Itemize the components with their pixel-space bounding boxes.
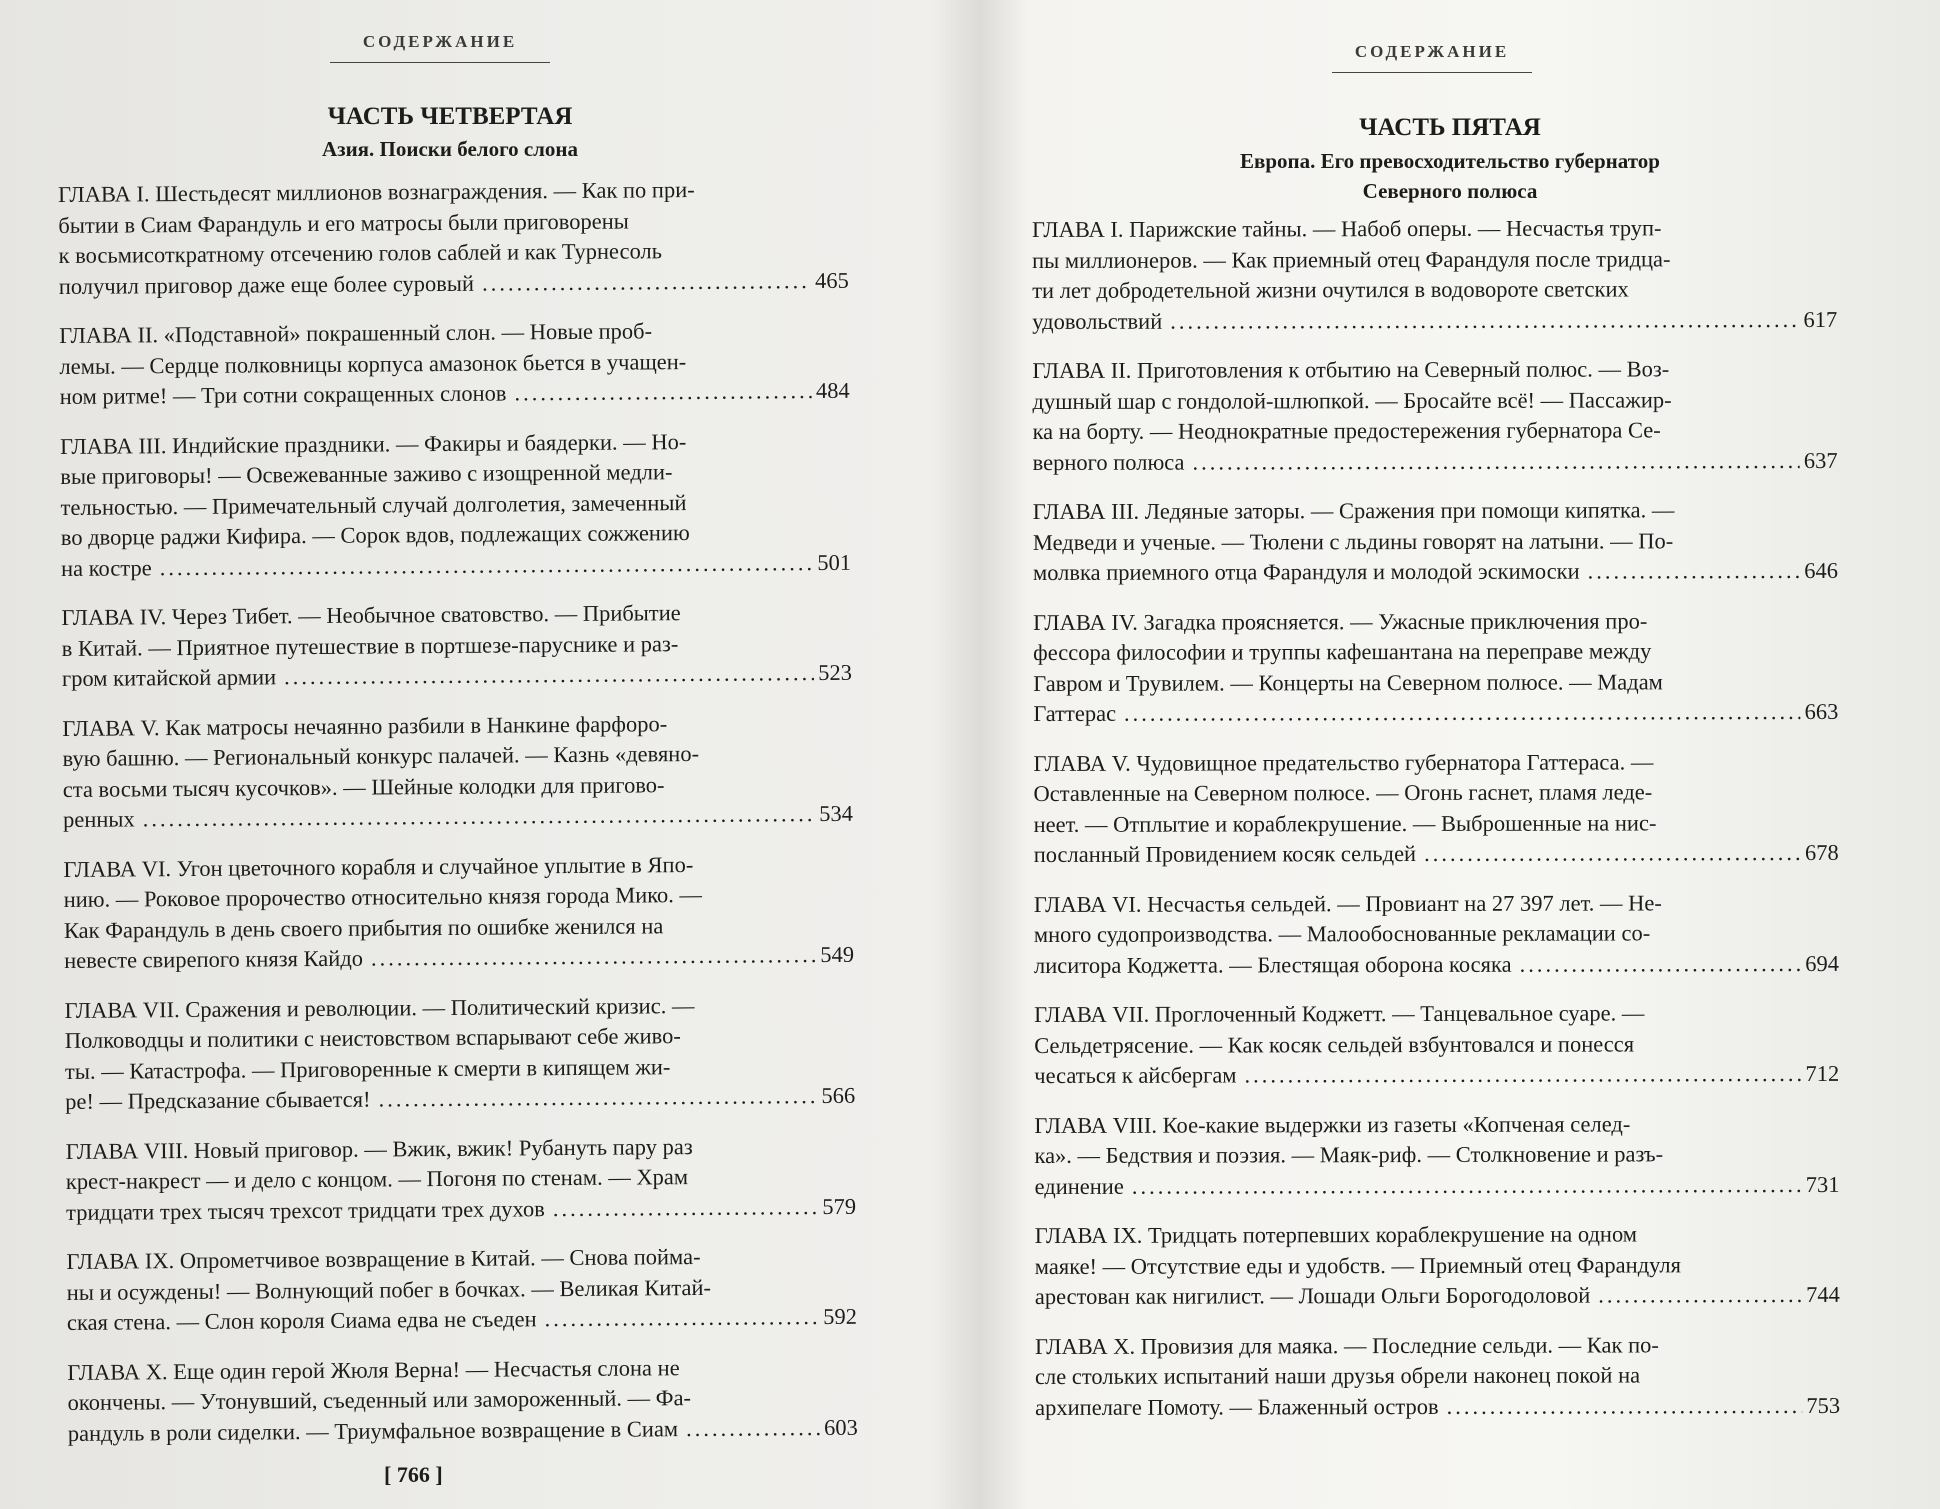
toc-entry-tail: верного полюса (1032, 449, 1185, 475)
dot-leader (1588, 556, 1801, 587)
toc-entry-line: ГЛАВА III. Индийские праздники. — Факиры и баядерки. — Но- (59, 428, 687, 459)
toc-entry-line: ГЛАВА IV. Загадка проясняется. — Ужасные приключения про- (1033, 607, 1648, 635)
toc-entry-last-line (1033, 556, 1838, 589)
toc-entry-tail: молвка приемного отца Фарандуля и молодой эскимоски (1032, 558, 1580, 585)
dot-leader (553, 1192, 819, 1225)
toc-entry-line: ГЛАВА IX. Опрометчивое возвращение в Китай. — Снова пойма- (66, 1243, 701, 1274)
dot-leader (1520, 948, 1802, 979)
toc-entry-line: ГЛАВА VIII. Новый приговор. — Вжик, вжик! Рубануть пару раз (65, 1133, 693, 1164)
toc-entry-tail: ская стена. — Слон короля Сиама едва не съеден (66, 1306, 537, 1335)
toc-entry-tail: на костре (60, 554, 152, 581)
right-part-heading: ЧАСТЬ ПЯТАЯ (1359, 114, 1541, 141)
toc-page-number: 501 (817, 549, 852, 575)
toc-entry-line: ГЛАВА II. Приготовления к отбытию на Северный полюс. — Воз- (1032, 356, 1670, 383)
toc-entry-line: Гавром и Трувилем. — Концерты на Северном полюсе. — Мадам (1033, 668, 1663, 696)
toc-entry-line: вые приговоры! — Освежеванные заживо с изощренной медли- (60, 459, 673, 489)
toc-entry-line: ГЛАВА VIII. Кое-какие выдержки из газеты «Копченая селед- (1034, 1110, 1631, 1138)
dot-leader (482, 266, 811, 299)
right-toc-entry (1034, 1108, 1839, 1202)
left-running-head (330, 32, 550, 63)
toc-entry-line: вую башню. — Региональный конкурс палачей. — Казнь «девяно- (62, 740, 700, 771)
dot-leader (1447, 1390, 1803, 1421)
toc-entry-last-line (59, 265, 849, 302)
page-number: [ 766 ] (384, 1462, 443, 1487)
toc-entry-line: ка». — Бедствия и поэзия. — Маяк-риф. — Столкновение и разъ- (1034, 1141, 1664, 1168)
left-toc-entry (59, 315, 850, 413)
right-running-head-rule (1332, 72, 1532, 73)
right-toc-entry (1034, 887, 1839, 981)
toc-entry-tail: рандуль в роли сиделки. — Триумфальное возвращение в Сиам (67, 1415, 679, 1446)
toc-entry-last-line (64, 940, 854, 977)
toc-entry-tail: ном ритме! — Три сотни сокращенных слонов (59, 380, 507, 409)
toc-entry-line: тельностью. — Примечательный случай долголетия, замеченный (60, 489, 687, 520)
toc-entry-line: ГЛАВА VI. Несчастья сельдей. — Провиант на 27 397 лет. — Не- (1033, 889, 1662, 917)
dot-leader (378, 1081, 817, 1115)
toc-entry-line: ГЛАВА V. Как матросы нечаянно разбили в Нанкине фарфоро- (62, 710, 668, 741)
dot-leader (686, 1413, 820, 1445)
toc-entry-tail: ре! — Предсказание сбывается! (65, 1086, 371, 1114)
right-running-head-text: СОДЕРЖАНИЕ (1354, 42, 1510, 61)
toc-entry-line: ГЛАВА X. Провизия для маяка. — Последние сельди. — Как по- (1034, 1331, 1659, 1359)
left-running-head-rule (330, 62, 550, 63)
right-part-subtitle-2: Северного полюса (1362, 179, 1538, 203)
left-toc (58, 174, 858, 1468)
left-toc-entry (67, 1351, 858, 1449)
toc-entry-line: лемы. — Сердце полковницы корпуса амазонок бьется в учащен- (59, 348, 687, 379)
toc-entry-line: ГЛАВА VII. Сражения и революции. — Политический кризис. — (64, 992, 695, 1023)
left-part-title (250, 100, 650, 164)
toc-entry-line: окончены. — Утонувший, съеденный или замороженный. — Фа- (67, 1385, 692, 1415)
toc-entry-line: крест-накрест — и дело с концом. — Погоня по стенам. — Храм (65, 1164, 689, 1194)
toc-entry-line: фессора философии и труппы кафешантана на переправе между (1033, 638, 1652, 665)
right-toc (1032, 213, 1840, 1442)
toc-entry-last-line (1032, 304, 1837, 337)
toc-entry-line: ти лет добродетельной жизни очутился в водовороте светских (1032, 276, 1629, 303)
toc-entry-line: Как Фарандуль в день своего прибытия по ошибке женился на (63, 912, 664, 943)
toc-entry-line: ГЛАВА IV. Через Тибет. — Необычное сватовство. — Прибытие (61, 600, 681, 630)
left-toc-entry (64, 989, 855, 1117)
toc-entry-tail: архипелаге Помоту. — Блаженный остров (1035, 1393, 1439, 1420)
right-toc-entry (1033, 746, 1838, 870)
right-part-subtitle-1: Европа. Его превосходительство губернатор (1240, 149, 1660, 173)
toc-entry-line: пы миллионеров. — Как приемный отец Фарандуля после тридца- (1032, 245, 1671, 273)
dot-leader (544, 1302, 819, 1335)
toc-entry-line: маяке! — Отсутствие еды и удобств. — Приемный отец Фарандуля (1034, 1251, 1682, 1279)
toc-entry-tail: тридцати трех тысяч трехсот тридцати трех духов (66, 1195, 545, 1225)
toc-entry-tail: арестован как нигилист. — Лошади Ольги Борогодоловой (1034, 1282, 1591, 1309)
toc-entry-line: ты. — Катастрофа. — Приговоренные к смерти в кипящем жи- (64, 1053, 671, 1084)
toc-entry-tail: ренных (62, 806, 135, 832)
toc-entry-last-line (60, 376, 850, 413)
toc-page-number: 579 (822, 1193, 857, 1219)
toc-entry-line: нию. — Роковое пророчество относительно князя города Мико. — (63, 881, 703, 912)
left-part-heading: ЧАСТЬ ЧЕТВЕРТАЯ (327, 103, 573, 130)
left-running-head-text: СОДЕРЖАНИЕ (362, 32, 518, 51)
right-page (980, 0, 1940, 1509)
right-toc-entry (1035, 1219, 1840, 1313)
toc-entry-last-line (63, 799, 853, 836)
dot-leader (1244, 1059, 1801, 1091)
right-toc-entry (1034, 998, 1839, 1092)
toc-entry-last-line (1035, 1169, 1840, 1202)
toc-entry-tail: удовольствий (1032, 308, 1163, 334)
toc-page-number: 744 (1806, 1281, 1840, 1307)
toc-entry-tail: чесаться к айсбергам (1034, 1062, 1237, 1088)
toc-entry-last-line (67, 1302, 857, 1339)
toc-entry-line: ГЛАВА VI. Угон цветочного корабля и случайное уплытие в Япо- (63, 851, 694, 882)
toc-entry-line: ГЛАВА I. Шестьдесят миллионов вознаграждения. — Как по при- (58, 177, 695, 207)
dot-leader (371, 940, 817, 974)
left-part-subtitle: Азия. Поиски белого слона (321, 137, 579, 161)
dot-leader (1124, 697, 1801, 729)
toc-entry-line: бытии в Сиам Фарандуль и его матросы были приговорены (58, 208, 629, 238)
toc-entry-line: ГЛАВА III. Ледяные заторы. — Сражения при помощи кипятка. — (1032, 497, 1675, 524)
toc-entry-tail: посланный Провидением косяк сельдей (1033, 840, 1417, 867)
right-part-title (1130, 110, 1770, 206)
toc-page-number: 549 (820, 941, 855, 968)
left-toc-entry (60, 425, 851, 584)
toc-page-number: 646 (1804, 557, 1838, 583)
dot-leader (1598, 1280, 1802, 1311)
toc-entry-line: ГЛАВА II. «Подставной» покрашенный слон. — Новые проб- (59, 318, 653, 348)
toc-page-number: 663 (1804, 698, 1839, 724)
toc-entry-line: много судопроизводства. — Малообоснованные рекламации со- (1033, 920, 1651, 947)
toc-entry-line: Сельдетрясение. — Как косяк сельдей взбунтовался и понесся (1034, 1030, 1635, 1058)
toc-entry-line: ГЛАВА IX. Тридцать потерпевших кораблекрушение на одном (1034, 1221, 1638, 1248)
toc-page-number: 523 (818, 659, 852, 686)
right-running-head (1332, 42, 1532, 73)
toc-entry-tail: лиситора Коджетта. — Блестящая оборона косяка (1033, 951, 1512, 978)
left-toc-entry (61, 597, 852, 695)
toc-page-number: 484 (815, 377, 850, 404)
toc-entry-line: в Китай. — Приятное путешествие в портшезе-паруснике и раз- (61, 630, 679, 661)
toc-entry-tail: единение (1034, 1173, 1124, 1199)
toc-page-number: 731 (1805, 1171, 1840, 1197)
toc-page-number: 465 (814, 267, 849, 293)
toc-entry-line: ГЛАВА V. Чудовищное предательство губернатора Гаттераса. — (1033, 748, 1654, 776)
toc-entry-line: ГЛАВА I. Парижские тайны. — Набоб оперы. — Несчастья труп- (1032, 215, 1662, 242)
toc-page-number: 617 (1803, 306, 1838, 332)
toc-entry-line: Медведи и ученые. — Тюлени с льдины говорят на латыни. — По- (1032, 527, 1674, 555)
right-toc-entry (1032, 213, 1837, 337)
left-toc-entry (58, 174, 849, 302)
toc-entry-last-line (1034, 948, 1839, 981)
right-toc-entry (1033, 495, 1838, 589)
dot-leader (160, 548, 814, 584)
toc-entry-line: сле стольких испытаний наши друзья обрели наконец покой на (1035, 1362, 1641, 1389)
toc-entry-line: ГЛАВА VII. Проглоченный Коджетт. — Танцевальное суаре. — (1034, 1000, 1645, 1027)
toc-entry-last-line (1034, 1059, 1839, 1092)
toc-entry-line: неет. — Отплытие и кораблекрушение. — Выброшенные на нис- (1033, 809, 1657, 837)
dot-leader (143, 799, 816, 835)
toc-entry-last-line (1035, 1280, 1840, 1313)
dot-leader (1424, 838, 1801, 869)
toc-entry-last-line (1033, 697, 1838, 730)
toc-page-number: 678 (1804, 839, 1839, 865)
toc-entry-last-line (62, 658, 852, 695)
toc-entry-line: ста восьми тысяч кусочков». — Шейные колодки для пригово- (62, 771, 665, 802)
toc-entry-line: во дворце раджи Кифира. — Сорок вдов, подлежащих сожжению (60, 520, 690, 550)
toc-page-number: 534 (819, 800, 854, 827)
toc-entry-last-line (68, 1412, 858, 1449)
toc-entry-last-line (61, 547, 851, 584)
toc-page-number: 566 (821, 1082, 856, 1109)
dot-leader (1132, 1169, 1802, 1201)
toc-page-number: 712 (1805, 1060, 1840, 1086)
left-toc-entry (62, 707, 853, 835)
toc-entry-line: ны и осуждены! — Волнующий побег в бочках. — Великая Китай- (66, 1274, 712, 1305)
toc-entry-last-line (1033, 445, 1838, 478)
toc-entry-last-line (65, 1081, 855, 1118)
dot-leader (514, 376, 812, 409)
right-toc-entry (1033, 605, 1838, 729)
toc-entry-tail: гром китайской армии (61, 664, 277, 691)
left-page (0, 0, 960, 1509)
toc-entry-line: душный шар с гондолой-шлюпкой. — Бросайте всё! — Пассажир- (1032, 386, 1672, 414)
toc-entry-tail: получил приговор даже еще более суровый (58, 270, 475, 299)
dot-leader (1170, 304, 1799, 336)
left-toc-entry (66, 1241, 857, 1339)
right-toc-entry (1035, 1329, 1840, 1423)
toc-entry-line: Оставленные на Северном полюсе. — Огонь гаснет, пламя леде- (1033, 779, 1653, 806)
left-toc-entry (66, 1130, 857, 1228)
toc-entry-line: к восьмисоткратному отсечению голов саблей и как Турнесоль (58, 238, 663, 268)
toc-entry-last-line (66, 1191, 856, 1228)
toc-entry-line: ка на борту. — Неоднократные предостережения губернатора Се- (1032, 417, 1661, 444)
toc-page-number: 694 (1805, 950, 1839, 976)
toc-page-number: 637 (1803, 447, 1838, 473)
toc-entry-tail: Гаттерас (1033, 700, 1117, 726)
dot-leader (284, 658, 814, 693)
toc-page-number: 753 (1806, 1392, 1841, 1418)
toc-entry-line: ГЛАВА X. Еще один герой Жюля Верна! — Несчастья слона не (67, 1354, 680, 1385)
toc-entry-last-line (1034, 838, 1839, 871)
toc-page-number: 603 (823, 1414, 858, 1440)
dot-leader (1192, 445, 1799, 477)
left-toc-entry (63, 848, 854, 976)
toc-entry-last-line (1035, 1390, 1840, 1423)
right-toc-entry (1032, 354, 1837, 478)
toc-entry-tail: невесте свирепого князя Кайдо (64, 945, 364, 973)
toc-entry-line: Полководцы и политики с неистовством вспарывают себе живо- (64, 1023, 681, 1053)
toc-page-number: 592 (823, 1303, 858, 1330)
